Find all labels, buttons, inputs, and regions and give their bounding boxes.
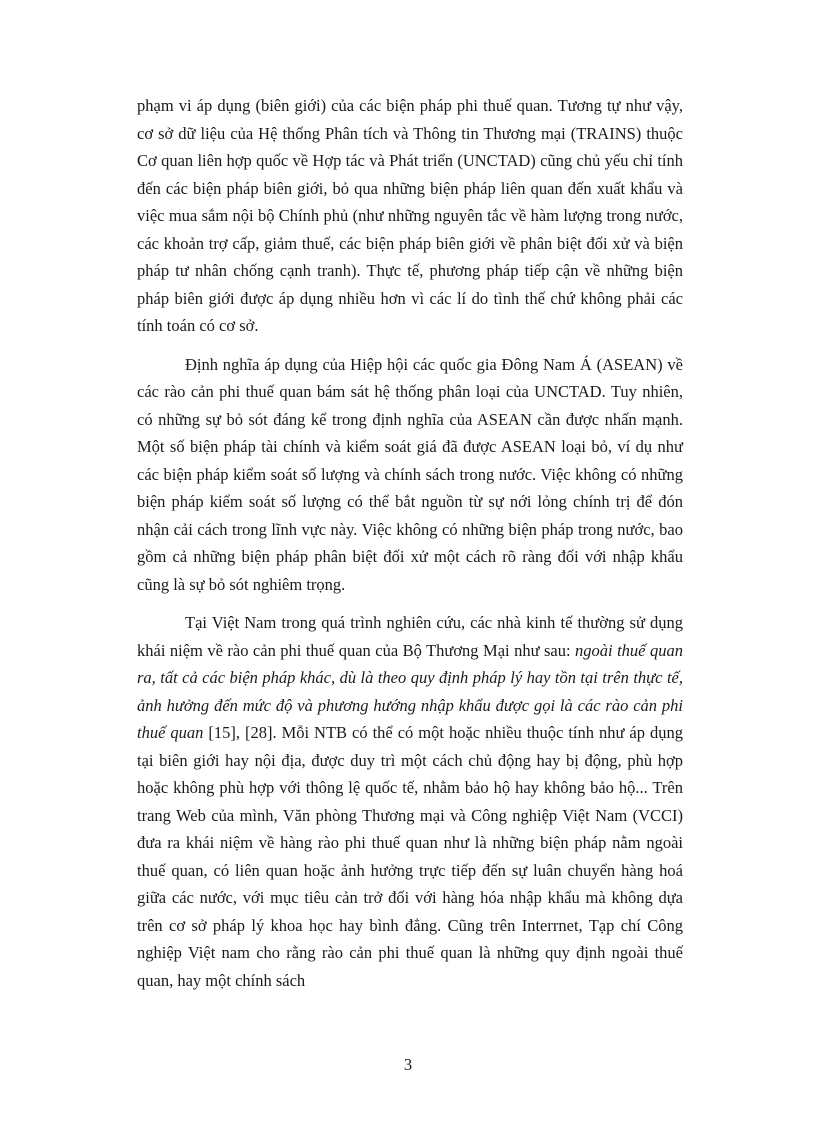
paragraph-asean-definition: Định nghĩa áp dụng của Hiệp hội các quốc gia Đông Nam Á (ASEAN) về các rào cản phi thuế quan bám sát hệ thống phân loại của UNCTAD. Tuy nhiên, có những sự bỏ sót đáng kể trong định nghĩa của ASEAN cần được nhấn mạnh. Một số biện pháp tài chính và kiểm soát giá đã được ASEAN loại bỏ, ví dụ như các biện pháp kiểm soát số lượng và chính sách trong nước. Việc không có những biện pháp kiểm soát số lượng có thể bắt nguồn từ sự nới lỏng chính trị để đón nhận cải cách trong lĩnh vực này. Việc không có những biện pháp trong nước, bao gồm cả những biện pháp phân biệt đối xử một cách rõ ràng đối với nhập khẩu cũng là sự bỏ sót nghiêm trọng. <box>137 354 683 594</box>
paragraph-text-rest: [15], [28]. Mỗi NTB có thể có một hoặc nhiều thuộc tính như áp dụng tại biên giới hay nội địa, được duy trì một cách chủ động hay bị động, phù hợp hoặc không phù hợp với thông lệ quốc tế, nhằm bảo hộ hay không bảo hộ... Trên trang Web của mình, Văn phòng Thương mại và Công nghiệp Việt Nam (VCCI) đưa ra khái niệm về hàng rào phi thuế quan như là những biện pháp nằm ngoài thuế quan, có liên quan hoặc ảnh hưởng trực tiếp đến sự luân chuyển hàng hoá giữa các nước, với mục tiêu cản trở đối với hàng hóa nhập khẩu mà không dựa trên cơ sở pháp lý khoa học hay bình đẳng. Cũng trên Interrnet, Tạp chí Công nghiệp Việt nam cho rằng rào cản phi thuế quan là những quy định ngoài thuế quan, hay một chính sách <box>137 723 683 990</box>
paragraph-continued: phạm vi áp dụng (biên giới) của các biện pháp phi thuế quan. Tương tự như vậy, cơ sở dữ liệu của Hệ thống Phân tích và Thông tin Thương mại (TRAINS) thuộc Cơ quan liên hợp quốc về Hợp tác và Phát triển (UNCTAD) cũng chủ yếu chỉ tính đến các biện pháp biên giới, bỏ qua những biện pháp liên quan đến xuất khẩu và việc mua sắm nội bộ Chính phủ (như những nguyên tắc về hàm lượng trong nước, các khoản trợ cấp, giảm thuế, các biện pháp biên giới về phân biệt đối xử và biện pháp tư nhân chống cạnh tranh). Thực tế, phương pháp tiếp cận về những biện pháp biên giới được áp dụng nhiều hơn vì các lí do tình thế chứ không phải các tính toán có cơ sở. <box>137 96 683 335</box>
page-number: 3 <box>403 1055 413 1074</box>
document-body <box>137 92 683 1005</box>
italic-definition: ngoài thuế quan ra, tất cả các biện pháp khác, dù là theo quy định pháp lý hay tồn tại trên thực tế, ảnh hưởng đến mức độ và phương hướng nhập khẩu được gọi là các rào cản phi thuế quan <box>137 640 683 742</box>
paragraph-text-lead: Tại Việt Nam trong quá trình nghiên cứu, các nhà kinh tế thường sử dụng khái niệm về rào cản phi thuế quan của Bộ Thương Mại như sau: <box>137 613 683 660</box>
paragraph-vietnam-definition <box>137 609 683 994</box>
